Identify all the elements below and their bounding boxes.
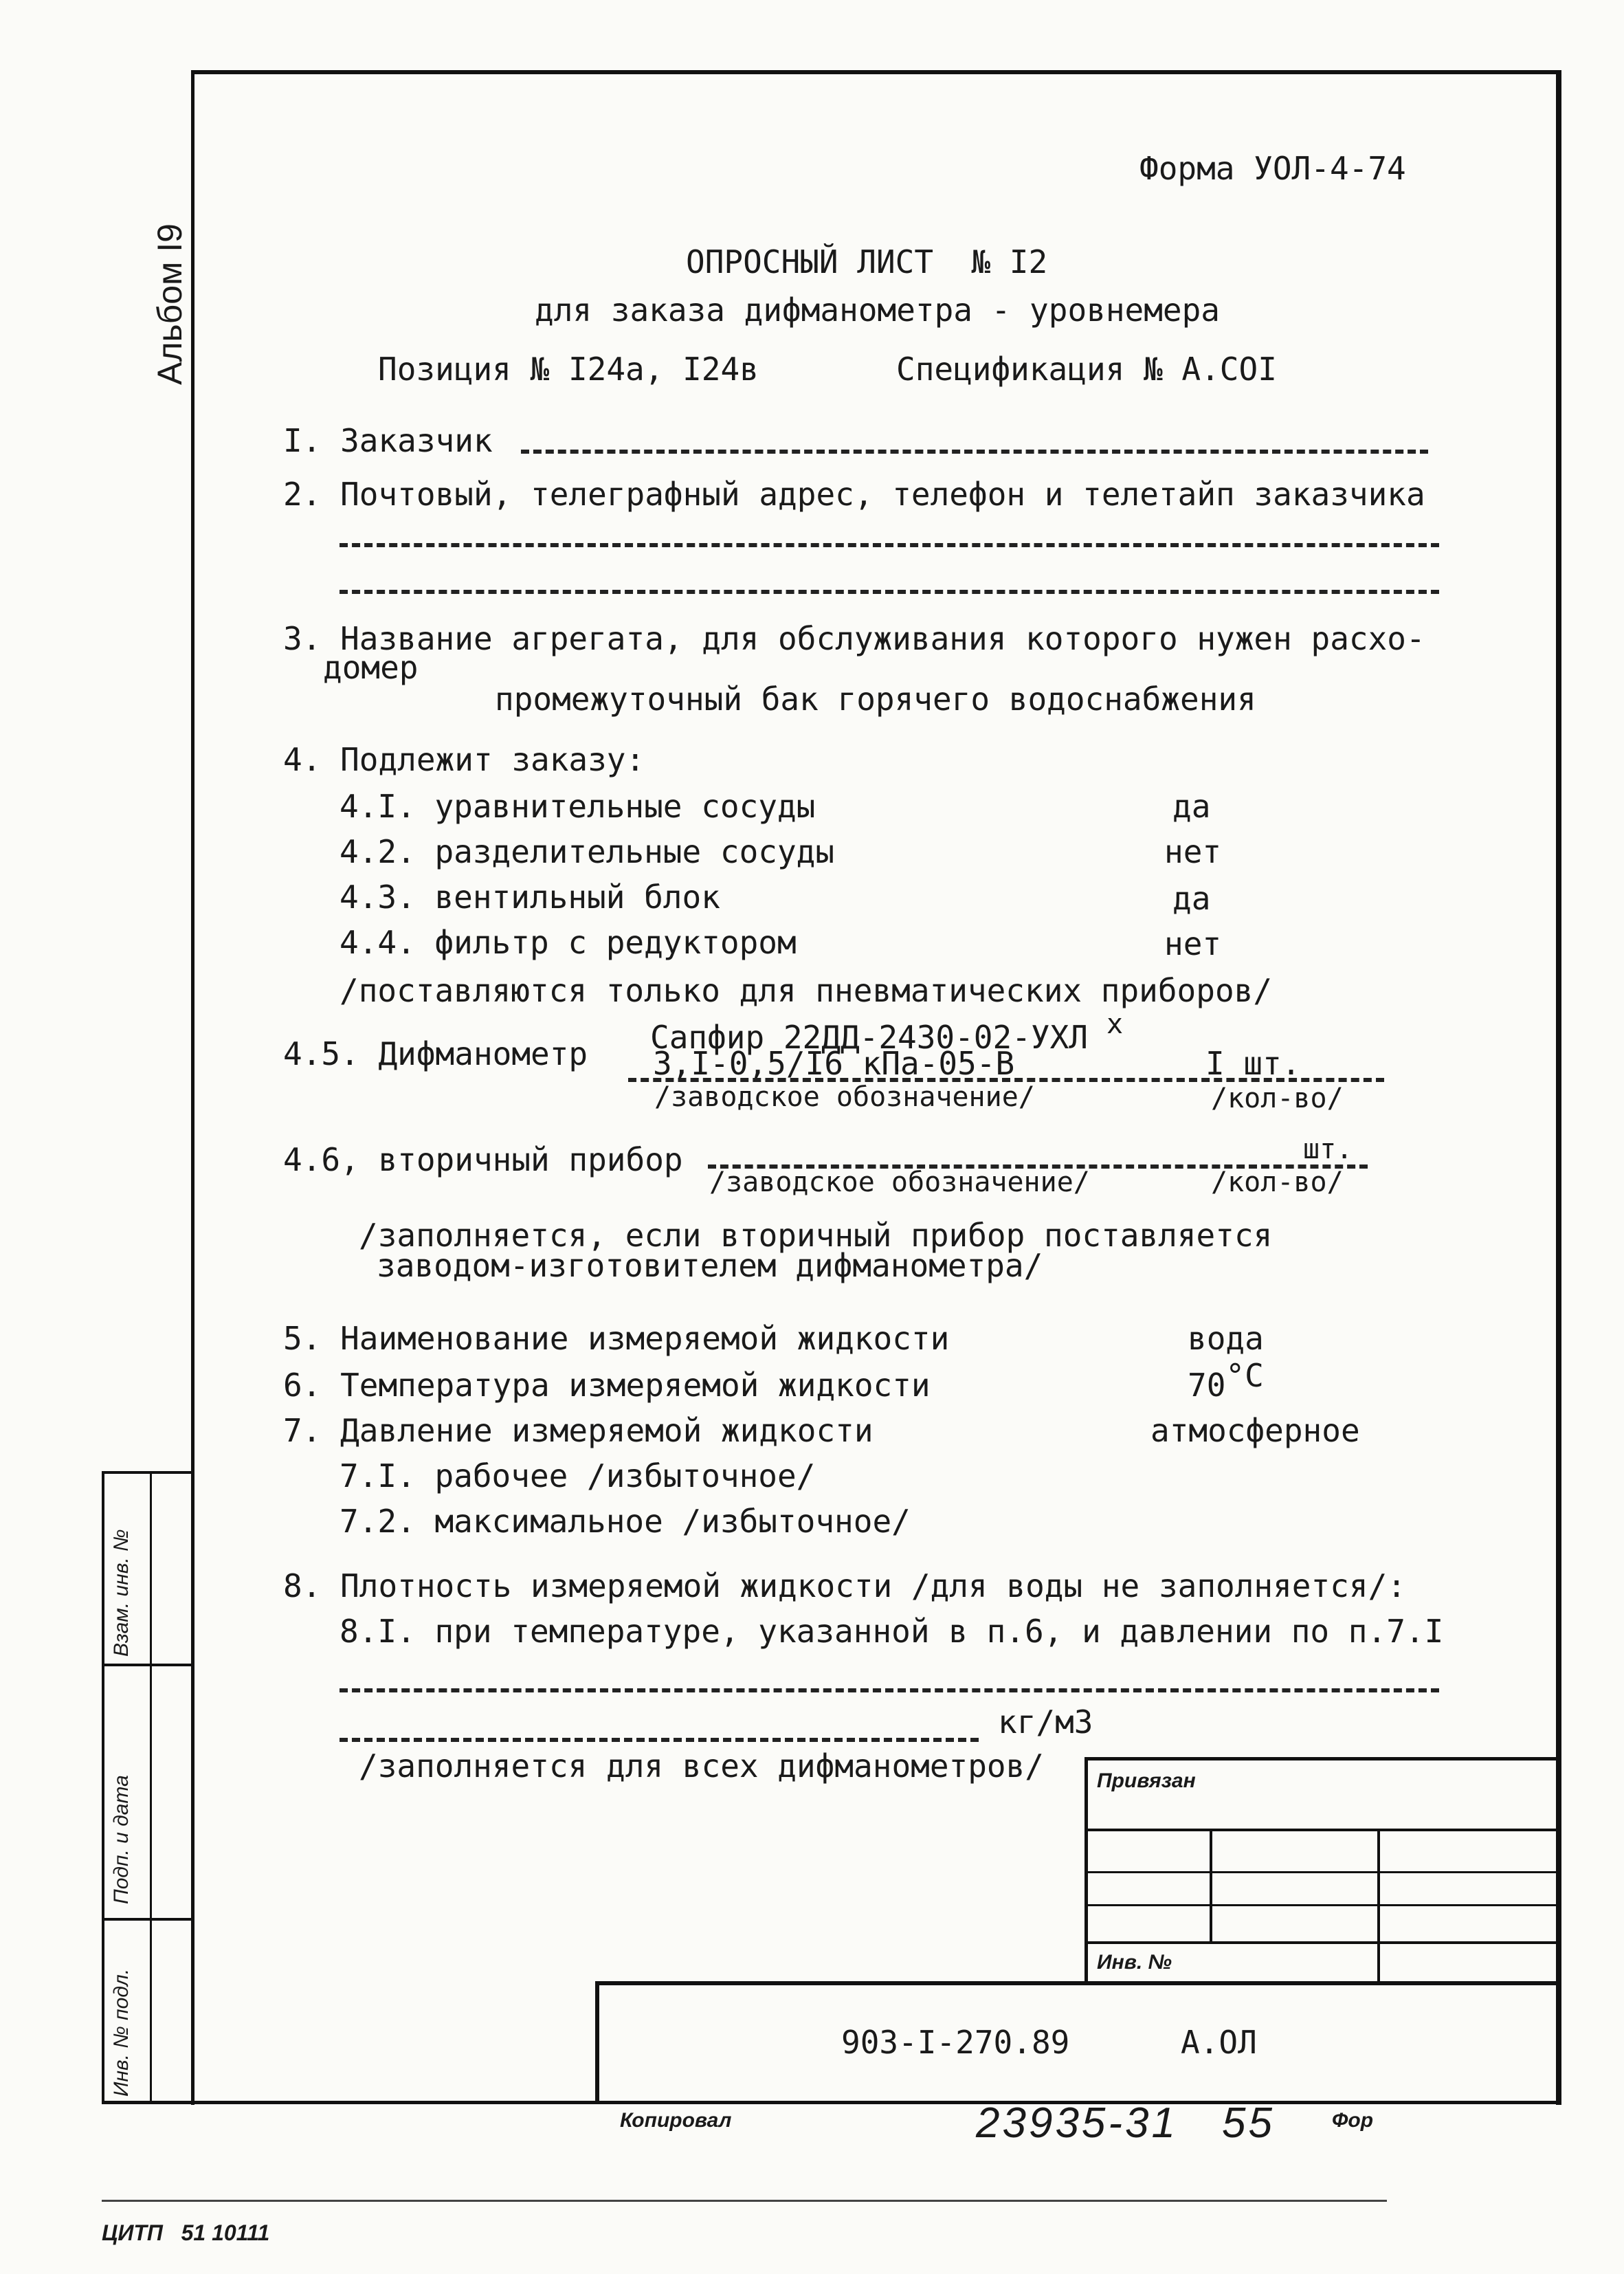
item-1-label: I. Заказчик xyxy=(283,422,493,459)
footer-format: Фор xyxy=(1332,2109,1374,2132)
item-4-6-note-1: /заполняется, если вторичный прибор поставляется xyxy=(359,1217,1273,1254)
footer-rule xyxy=(102,2200,1387,2202)
item-4-3-label: 4.3. вентильный блок xyxy=(340,879,720,916)
stamp-left xyxy=(1084,1757,1088,1983)
item-8-unit: кг/м3 xyxy=(998,1703,1093,1741)
item-4-6-caption-qty: /кол-во/ xyxy=(1211,1167,1344,1198)
item-8-note: /заполняется для всех дифманометров/ xyxy=(359,1747,1044,1785)
footer-number: 23935-31 xyxy=(976,2099,1179,2147)
item-4-4-note: /поставляются только для пневматических приборов/ xyxy=(340,972,1273,1009)
item-6-value-number: 70 xyxy=(1188,1367,1226,1404)
document-number: 903-I-270.89 xyxy=(841,2024,1070,2061)
margin-box-div1 xyxy=(102,1664,194,1666)
item-2-blank-2 xyxy=(340,590,1439,594)
album-label: Альбом I9 xyxy=(151,223,189,385)
item-4-2-value: нет xyxy=(1164,833,1222,870)
item-4-6-qty-unit: шт. xyxy=(1303,1134,1353,1165)
item-3-value: промежуточный бак горячего водоснабжения xyxy=(495,681,1256,718)
item-4-1-value: да xyxy=(1172,788,1211,825)
item-3-label: 3. Название агрегата, для обслуживания которого нужен расхо- xyxy=(283,620,1425,657)
item-4-5-caption-qty: /кол-во/ xyxy=(1211,1083,1344,1114)
item-4-6-label: 4.6, вторичный прибор xyxy=(283,1141,683,1178)
item-3-label-cont: домер xyxy=(323,649,419,686)
item-4-4-value: нет xyxy=(1164,925,1222,962)
sheet-code: А.ОЛ xyxy=(1181,2024,1257,2061)
frame-right xyxy=(1556,70,1561,2105)
footer-page: 55 xyxy=(1222,2099,1275,2147)
page-subtitle: для заказа дифманометра - уровнемера xyxy=(535,291,1220,329)
item-5-value: вода xyxy=(1188,1320,1264,1357)
item-4-5-qty: I шт. xyxy=(1205,1045,1301,1082)
margin-box-div2 xyxy=(102,1918,194,1921)
stamp-privyazan: Привязан xyxy=(1097,1769,1196,1792)
item-4-5-model-2: 3,I-0,5/I6 кПа-05-В xyxy=(653,1045,1015,1082)
stamp-row-4 xyxy=(1084,1941,1559,1944)
spec-number: Спецификация № А.СОI xyxy=(896,351,1277,388)
stamp-top xyxy=(1084,1757,1559,1760)
page-title: ОПРОСНЫЙ ЛИСТ № I2 xyxy=(686,243,1048,280)
margin-box-left xyxy=(102,1471,104,2104)
item-2-blank-1 xyxy=(340,543,1439,547)
item-4-2-label: 4.2. разделительные сосуды xyxy=(340,833,835,870)
item-7-value: атмосферное xyxy=(1150,1412,1360,1449)
item-4-5-caption-designation: /заводское обозначение/ xyxy=(654,1081,1035,1113)
margin-box-top xyxy=(102,1471,194,1474)
stamp-vzam-label: Взам. инв. № xyxy=(110,1529,133,1657)
item-4-6-note-2: заводом-изготовителем дифманометра/ xyxy=(377,1247,1043,1284)
item-8-label: 8. Плотность измеряемой жидкости /для воды не заполняется/: xyxy=(283,1567,1406,1604)
item-4-5-label: 4.5. Дифманометр xyxy=(283,1035,588,1072)
item-7-1-label: 7.I. рабочее /избыточное/ xyxy=(340,1457,816,1494)
form-code: Форма УОЛ-4-74 xyxy=(1139,150,1406,187)
stamp-row-2 xyxy=(1084,1871,1559,1873)
item-4-4-label: 4.4. фильтр с редуктором xyxy=(340,924,797,961)
frame-left xyxy=(191,70,194,2105)
item-4-1-label: 4.I. уравнительные сосуды xyxy=(340,788,816,825)
item-4-6-caption-designation: /заводское обозначение/ xyxy=(709,1167,1090,1198)
position-number: Позиция № I24а, I24в xyxy=(378,351,759,388)
frame-bottom xyxy=(102,2101,1561,2104)
item-2-label: 2. Почтовый, телеграфный адрес, телефон и телетайп заказчика xyxy=(283,476,1425,513)
item-4-3-value: да xyxy=(1172,880,1211,917)
main-stamp-left xyxy=(595,1981,599,2102)
item-4-5-superscript: x xyxy=(1106,1008,1124,1040)
item-8-1-label: 8.I. при температуре, указанной в п.6, и давлении по п.7.I xyxy=(340,1613,1444,1650)
item-6-value-unit: °С xyxy=(1225,1357,1264,1394)
footer-printer: ЦИТП 51 10111 xyxy=(102,2220,270,2245)
main-stamp-top xyxy=(595,1981,1559,1985)
stamp-row-1 xyxy=(1084,1829,1559,1831)
item-8-blank-1 xyxy=(340,1688,1439,1692)
item-6-value xyxy=(1188,1357,1264,1404)
margin-box-mid xyxy=(150,1471,152,2104)
item-4-5-model-1: Сапфир 22ДД-2430-02-УХЛ xyxy=(650,1019,1088,1056)
stamp-inv-label: Инв. № подл. xyxy=(110,1968,133,2097)
footer-kopiroval: Копировал xyxy=(620,2109,732,2132)
item-4-label: 4. Подлежит заказу: xyxy=(283,741,645,778)
frame-top xyxy=(191,70,1561,74)
stamp-row-3 xyxy=(1084,1904,1559,1906)
item-1-blank xyxy=(521,450,1428,454)
stamp-col-1 xyxy=(1210,1829,1212,1943)
stamp-podp-label: Подп. и дата xyxy=(110,1775,133,1904)
stamp-inv-label: Инв. № xyxy=(1097,1951,1172,1974)
item-7-label: 7. Давление измеряемой жидкости xyxy=(283,1412,874,1449)
item-7-2-label: 7.2. максимальное /избыточное/ xyxy=(340,1503,911,1540)
item-5-label: 5. Наименование измеряемой жидкости xyxy=(283,1320,950,1357)
stamp-col-2 xyxy=(1377,1829,1380,1983)
item-8-blank-2 xyxy=(340,1738,979,1742)
item-6-label: 6. Температура измеряемой жидкости xyxy=(283,1367,931,1404)
